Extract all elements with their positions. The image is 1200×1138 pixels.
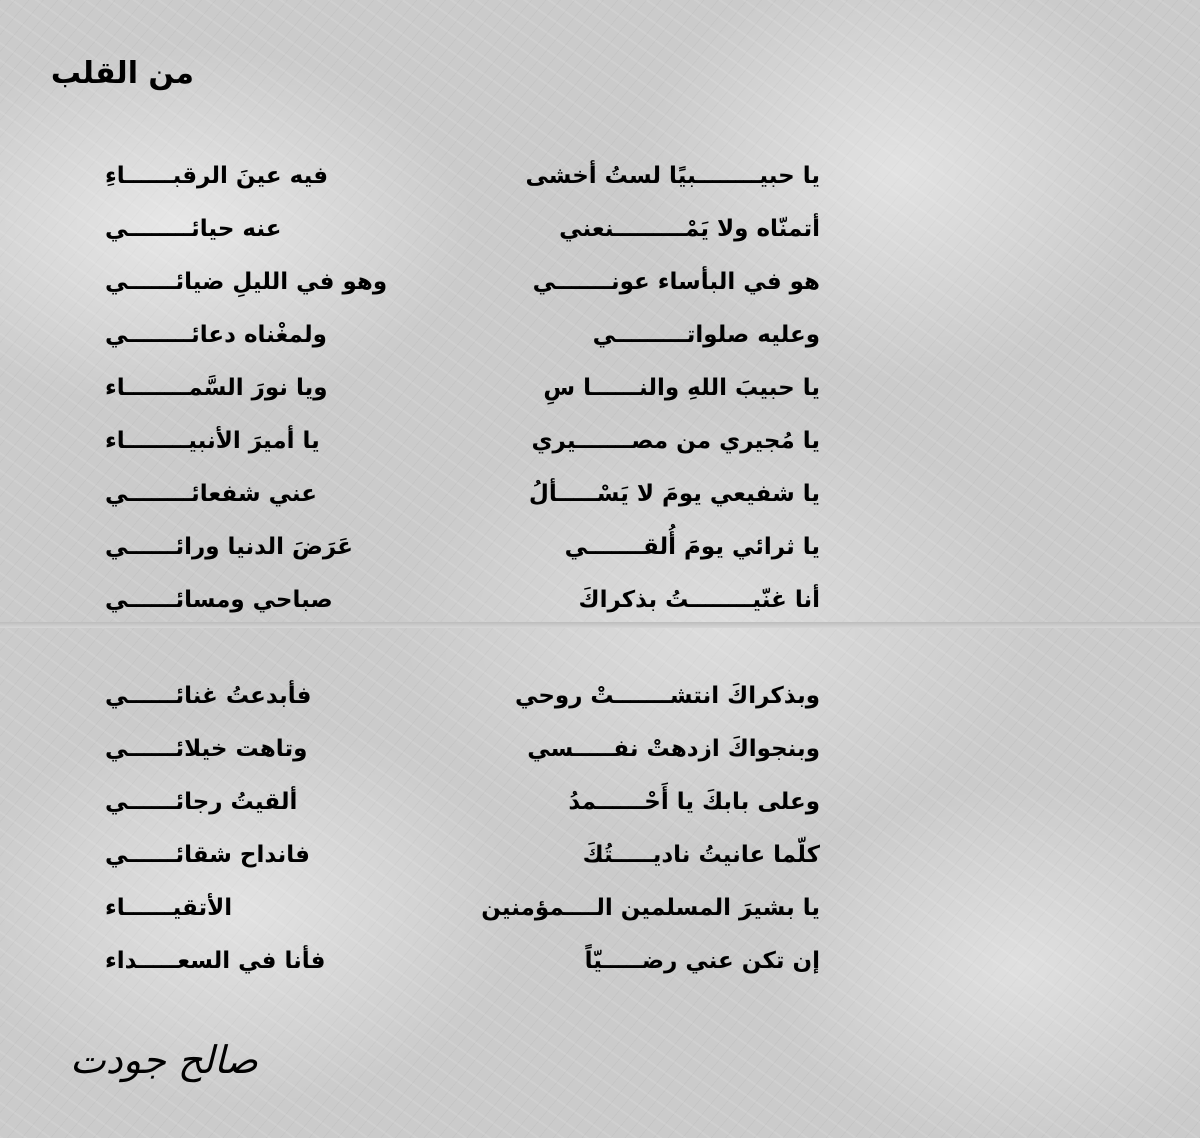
- verse-first-hemistich: يا حبيبَ اللهِ والنــــــا سِ: [543, 375, 820, 401]
- verse-line: [105, 362, 820, 415]
- verse-line: [105, 935, 820, 988]
- poem-title: من القلب: [50, 56, 194, 91]
- stanza-1: [60, 150, 820, 627]
- verse-first-hemistich: يا ثرائي يومَ أُلقـــــــي: [564, 534, 820, 560]
- verse-second-hemistich: فيه عينَ الرقبــــــاءِ: [105, 163, 329, 189]
- verse-second-hemistich: صباحي ومسائــــــي: [105, 587, 333, 613]
- verse-second-hemistich: فانداح شقائــــــي: [105, 842, 310, 868]
- verse-line: [105, 521, 820, 574]
- verse-first-hemistich: هو في البأساء عونـــــــي: [532, 269, 820, 295]
- verse-line: [105, 829, 820, 882]
- verse-second-hemistich: ولمغْناه دعائــــــــي: [105, 322, 327, 348]
- poet-signature: صالح جودت: [70, 1038, 258, 1082]
- stanza-2: [60, 670, 820, 988]
- verse-first-hemistich: أتمنّاه ولا يَمْـــــــــنعني: [559, 216, 820, 242]
- verse-second-hemistich: وهو في الليلِ ضيائــــــي: [105, 269, 388, 295]
- verse-second-hemistich: عني شفعائــــــــي: [105, 481, 317, 507]
- verse-line: [105, 309, 820, 362]
- verse-first-hemistich: وبذكراكَ انتشـــــــتْ روحي: [515, 683, 820, 709]
- verse-first-hemistich: وعلى بابكَ يا أَحْــــــمدُ: [568, 789, 820, 815]
- verse-line: [105, 882, 820, 935]
- verse-second-hemistich: ألقيتُ رجائــــــي: [105, 789, 298, 815]
- verse-first-hemistich: يا حبيــــــــبيًا لستُ أخشى: [525, 163, 820, 189]
- verse-line: [105, 776, 820, 829]
- verse-second-hemistich: عَرَضَ الدنيا ورائــــــي: [105, 534, 353, 560]
- verse-first-hemistich: يا شفيعي يومَ لا يَسْـــــألُ: [528, 481, 820, 507]
- verse-line: [105, 415, 820, 468]
- verse-line: [105, 256, 820, 309]
- verse-second-hemistich: وتاهت خيلائــــــي: [105, 736, 308, 762]
- verse-line: [105, 468, 820, 521]
- verse-line: [105, 670, 820, 723]
- verse-second-hemistich: عنه حيائــــــــي: [105, 216, 282, 242]
- verse-first-hemistich: وعليه صلواتـــــــــي: [592, 322, 820, 348]
- verse-second-hemistich: الأتقيــــــاء: [105, 895, 233, 921]
- verse-first-hemistich: يا مُجيري من مصـــــــيري: [531, 428, 820, 454]
- verse-second-hemistich: فأنا في السعـــــداء: [105, 948, 326, 974]
- verse-first-hemistich: كلّما عانيتُ ناديـــــتُكَ: [582, 842, 820, 868]
- verse-line: [105, 203, 820, 256]
- verse-first-hemistich: يا بشيرَ المسلمين الــــمؤمنين: [481, 895, 820, 921]
- verse-first-hemistich: أنا غنّيــــــــتُ بذكراكَ: [578, 587, 820, 613]
- poem-sheet: [50, 0, 860, 1138]
- verse-line: [105, 574, 820, 627]
- verse-line: [105, 150, 820, 203]
- verse-second-hemistich: يا أميرَ الأنبيــــــــاء: [105, 428, 320, 454]
- verse-second-hemistich: فأبدعتُ غنائــــــي: [105, 683, 312, 709]
- verse-second-hemistich: ويا نورَ السَّمــــــــاء: [105, 375, 328, 401]
- verse-first-hemistich: إن تكن عني رضـــــيّاً: [584, 948, 820, 974]
- verse-first-hemistich: وبنجواكَ ازدهتْ نفـــــسي: [527, 736, 820, 762]
- verse-line: [105, 723, 820, 776]
